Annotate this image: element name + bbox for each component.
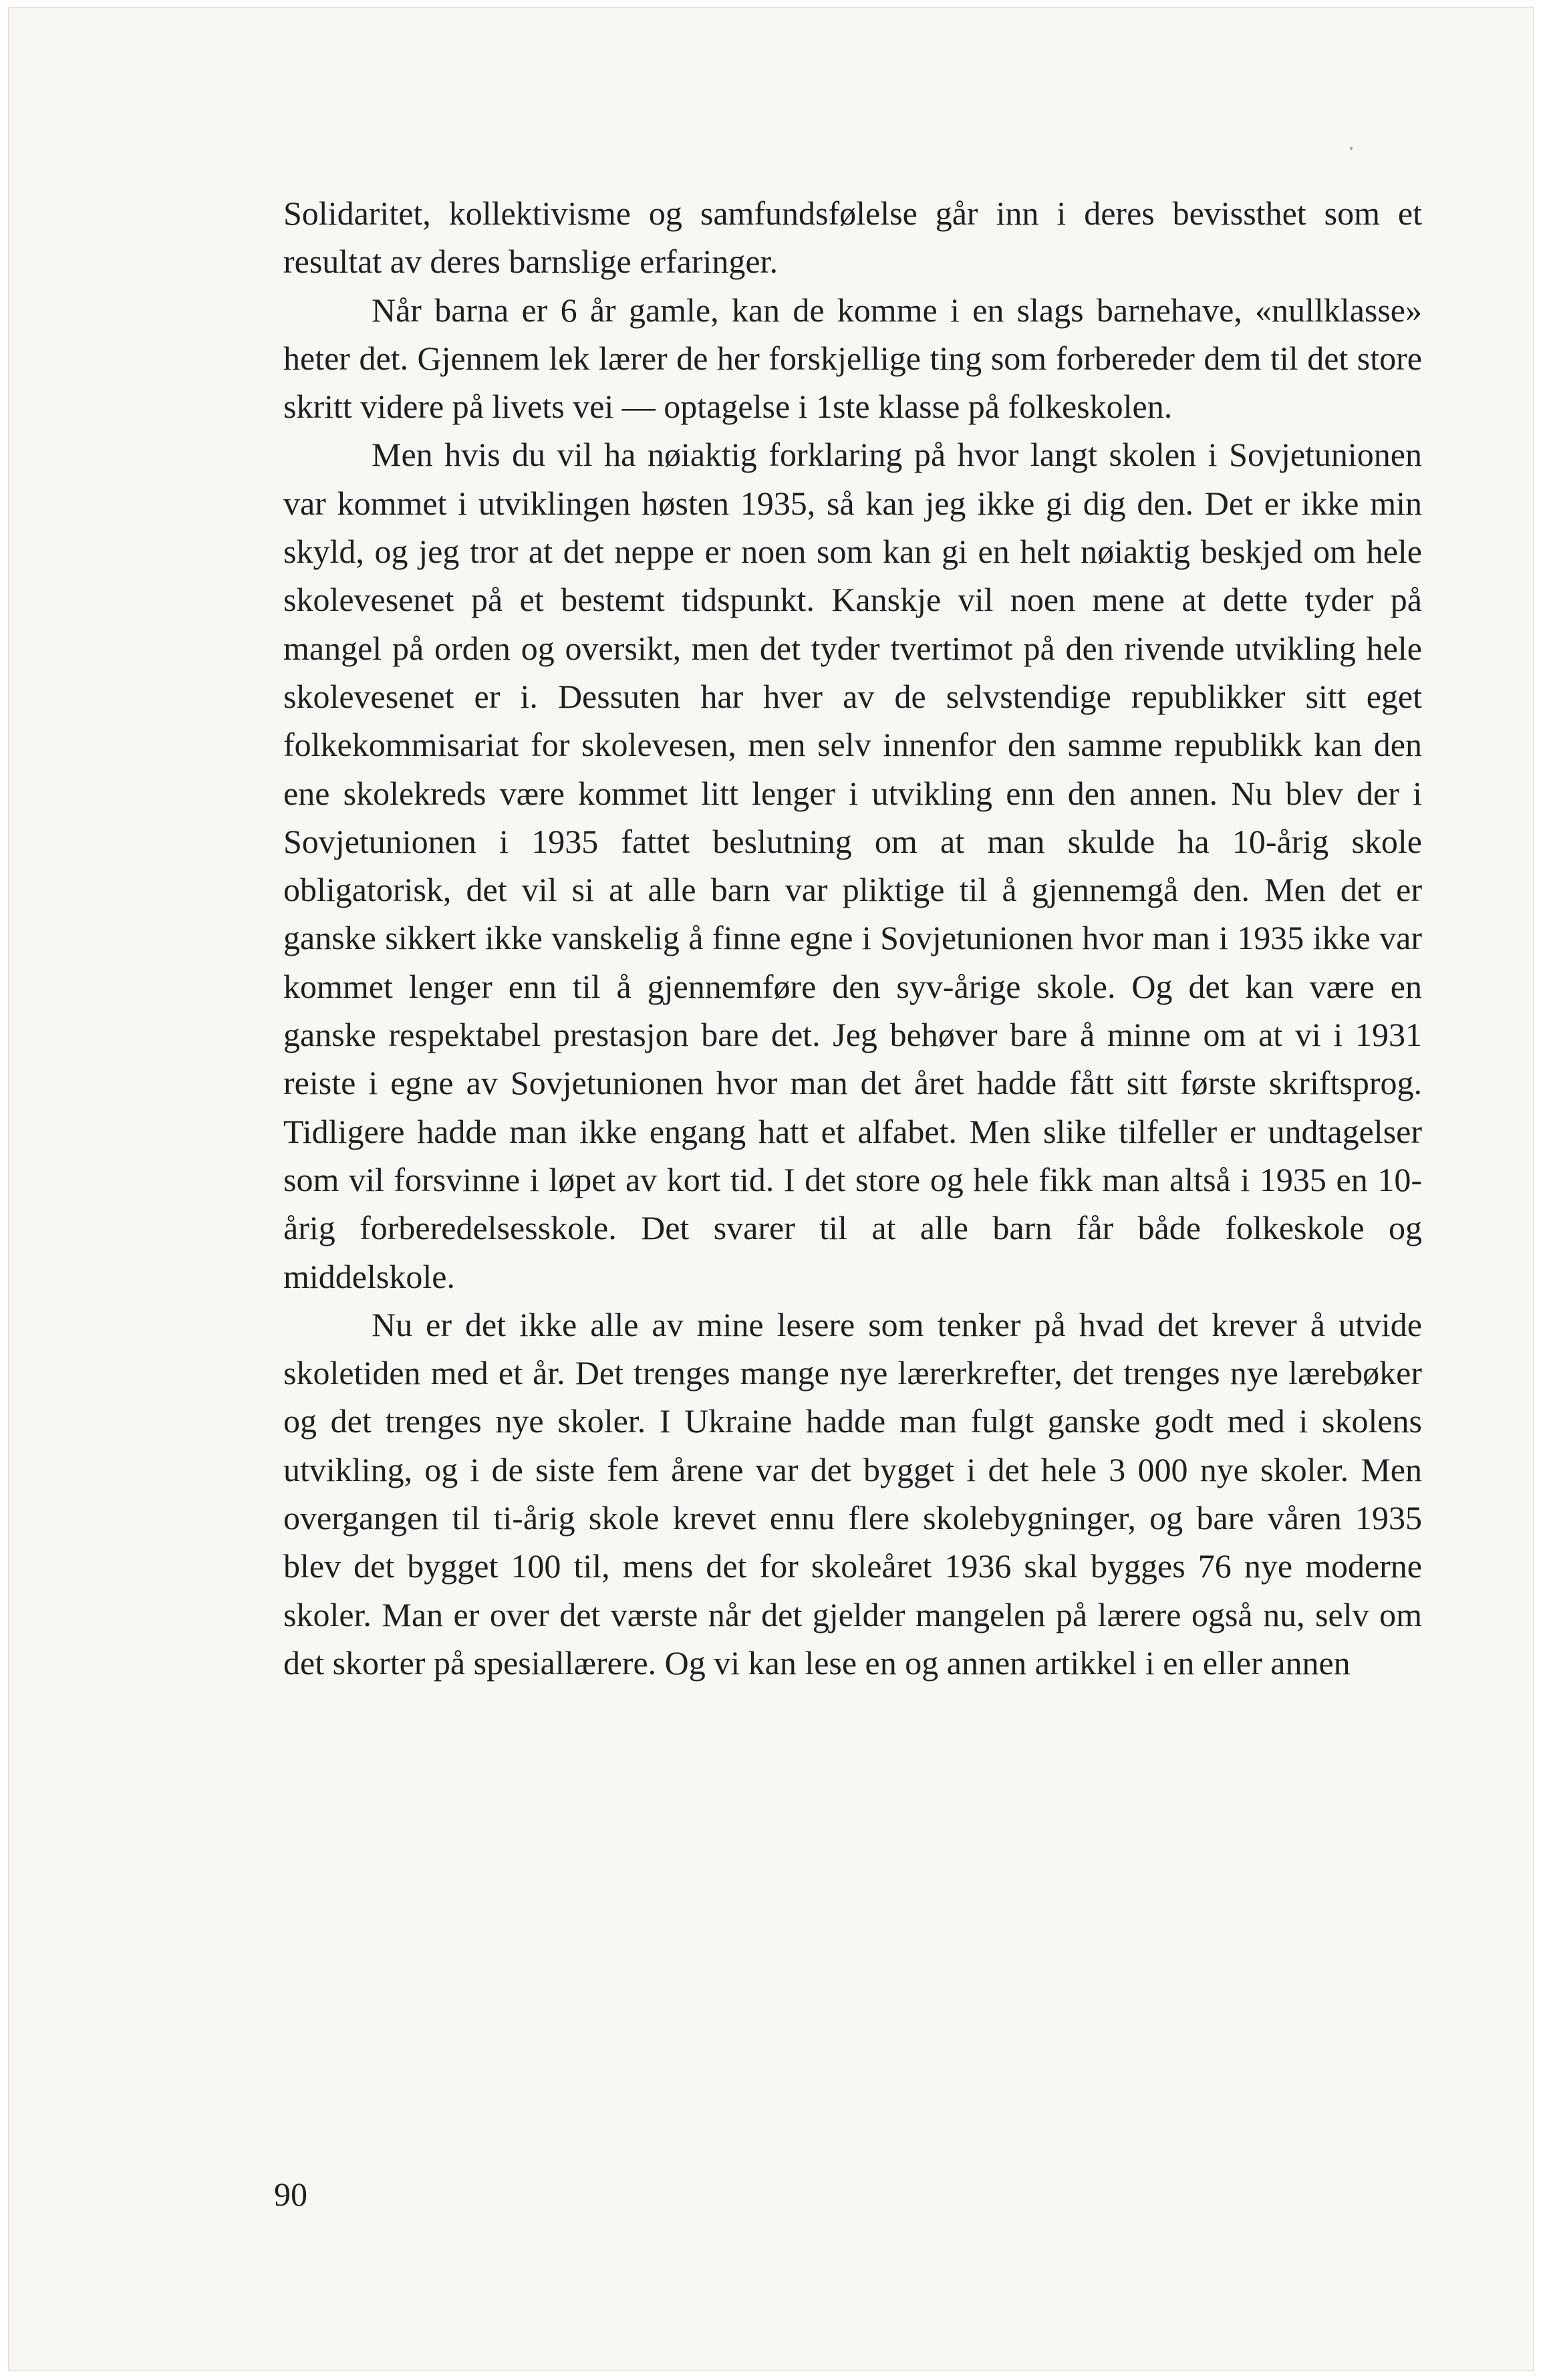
paragraph-1: Solidaritet, kollektivisme og samfundsfølelse går inn i deres bevissthet som et resultat av deres barnslige erfaringer. — [283, 194, 1422, 281]
page-number: 90 — [274, 2175, 307, 2213]
paper-speck — [1350, 147, 1353, 150]
paragraph-2: Når barna er 6 år gamle, kan de komme i en slags barnehave, «nullklasse» heter det. Gjennem lek lærer de her forskjellige ting som forbereder dem til det store skritt videre på livets vei — optagelse i 1ste klasse på folkeskolen. — [283, 291, 1422, 426]
paragraph-3: Men hvis du vil ha nøiaktig forklaring på hvor langt skolen i Sovjetunionen var kommet i utviklingen høsten 1935, så kan jeg ikke gi dig den. Det er ikke min skyld, og jeg tror at det neppe er noen som kan gi en helt nøiaktig beskjed om hele skolevesenet på et bestemt tidspunkt. Kanskje vil noen mene at dette tyder på mangel på orden og oversikt, men det tyder tvertimot på den rivende utvikling hele skolevesenet er i. Dessuten har hver av de selvstendige republikker sitt eget folkekommisariat for skolevesen, men selv innenfor den samme republikk kan den ene skolekreds være kommet litt lenger i utvikling enn den annen. Nu blev der i Sovjetunionen i 1935 fattet beslutning om at man skulde ha 10-årig skole obligatorisk, det vil si at alle barn var pliktige til å gjennemgå den. Men det er ganske sikkert ikke vanskelig å finne egne i Sovjetunionen hvor man i 1935 ikke var kommet lenger enn til å gjennemføre den syv-årige skole. Og det kan være en ganske respektabel prestasjon bare det. Jeg behøver bare å minne om at vi i 1931 reiste i egne av Sovjetunionen hvor man det året hadde fått sitt første skriftsprog. Tidligere hadde man ikke engang hatt et alfabet. Men slike tilfeller er undtagelser som vil forsvinne i løpet av kort tid. I det store og hele fikk man altså i 1935 en 10-årig forberedelsesskole. Det svarer til at alle barn får både folkeskole og middelskole. — [283, 436, 1422, 1295]
paragraph-4: Nu er det ikke alle av mine lesere som tenker på hvad det krever å utvide skoletiden med et år. Det trenges mange nye lærerkrefter, det trenges nye lærebøker og det trenges nye skoler. I Ukraine hadde man fulgt ganske godt med i skolens utvikling, og i de siste fem årene var det bygget i det hele 3 000 nye skoler. Men overgangen til ti-årig skole krevet ennu flere skolebygninger, og bare våren 1935 blev det bygget 100 til, mens det for skoleåret 1936 skal bygges 76 nye moderne skoler. Man er over det værste når det gjelder mangelen på lærere også nu, selv om det skorter på spesiallærere. Og vi kan lese en og annen artikkel i en eller annen — [283, 1305, 1422, 1682]
body-text — [283, 189, 1422, 1687]
